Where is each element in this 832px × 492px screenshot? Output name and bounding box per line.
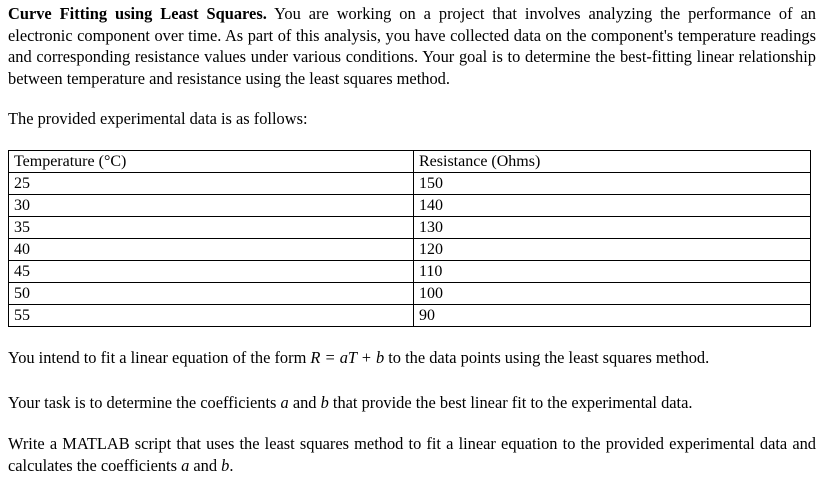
resistance-cell: 130 [414, 217, 811, 239]
coefficient-a: a [181, 455, 190, 475]
temperature-cell: 35 [9, 217, 414, 239]
linear-equation: R = aT + b [310, 348, 385, 367]
table-row [9, 195, 811, 217]
problem-title: Curve Fitting using Least Squares [8, 4, 263, 23]
temperature-cell: 25 [9, 173, 414, 195]
temperature-cell: 45 [9, 261, 414, 283]
temperature-cell: 50 [9, 283, 414, 305]
provided-data-caption: The provided experimental data is as follows: [8, 109, 308, 128]
write-text-middle: and [189, 455, 222, 475]
temperature-cell: 40 [9, 239, 414, 261]
table-header-row [9, 151, 811, 173]
task-text-middle: and [288, 393, 321, 412]
equation-paragraph [8, 347, 824, 369]
coefficient-a: a [280, 393, 289, 412]
task-text-end: that provide the best linear fit to the experimental data. [328, 393, 693, 412]
write-text-start: Write a MATLAB script that uses the least squares method to fit a linear equation to the provided experimental data and calculates the coefficients [8, 434, 816, 475]
header-temperature: Temperature (°C) [9, 151, 414, 173]
coefficient-b: b [221, 455, 230, 475]
problem-title-period: . [262, 4, 267, 23]
task-paragraph [8, 392, 824, 414]
temperature-cell: 30 [9, 195, 414, 217]
table-row [9, 283, 811, 305]
intro-paragraph [8, 3, 816, 89]
equation-intro-text: You intend to fit a linear equation of the form [8, 348, 311, 367]
task-text-start: Your task is to determine the coefficients [8, 393, 281, 412]
resistance-cell: 100 [414, 283, 811, 305]
equation-outro-text: to the data points using the least squares method. [384, 348, 710, 367]
table-row [9, 305, 811, 327]
header-resistance: Resistance (Ohms) [414, 151, 811, 173]
write-text-end: . [229, 455, 234, 475]
table-row [9, 217, 811, 239]
table-row [9, 173, 811, 195]
resistance-cell: 120 [414, 239, 811, 261]
temperature-cell: 55 [9, 305, 414, 327]
resistance-cell: 90 [414, 305, 811, 327]
table-row [9, 239, 811, 261]
resistance-cell: 140 [414, 195, 811, 217]
resistance-cell: 150 [414, 173, 811, 195]
resistance-cell: 110 [414, 261, 811, 283]
data-table [8, 150, 811, 327]
matlab-instruction-paragraph [8, 433, 816, 476]
intro-body: You are working on a project that involves analyzing the performance of an electronic component over time. As part of this analysis, you have collected data on the component's temperature readings and corresponding resistance values under various conditions. Your goal is to determine the best-fitting linear relationship between temperature and resistance using the least squares method. [8, 4, 816, 88]
table-row [9, 261, 811, 283]
coefficient-b: b [320, 393, 329, 412]
